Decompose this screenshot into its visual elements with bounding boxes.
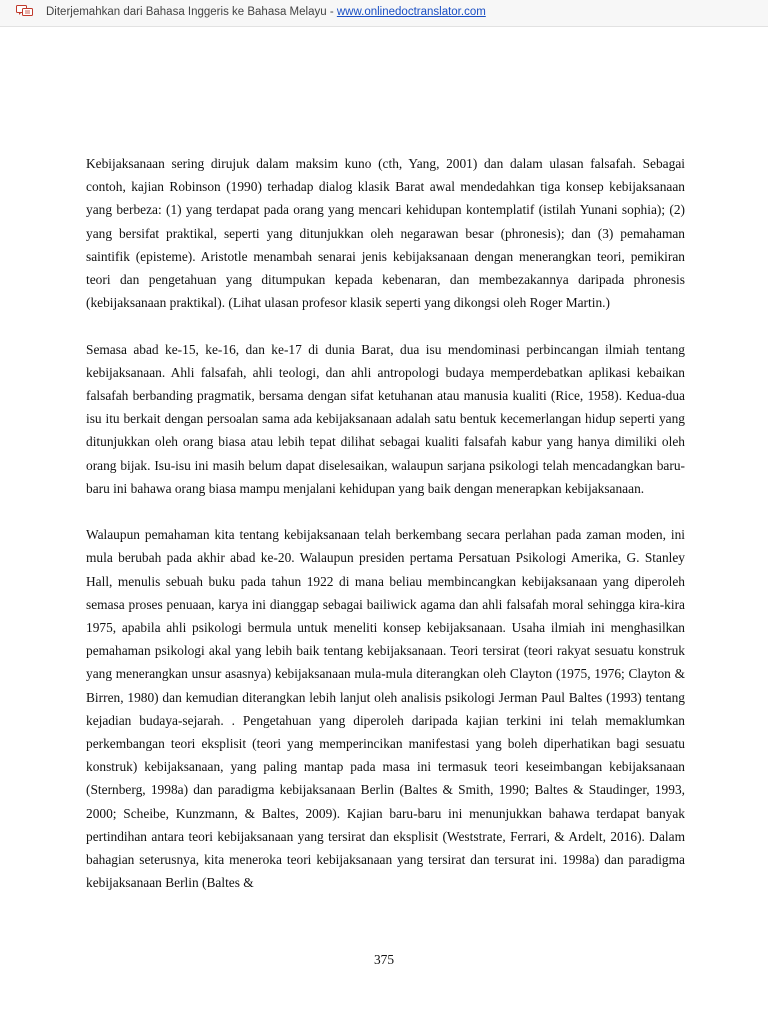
translator-link[interactable]: www.onlinedoctranslator.com xyxy=(336,6,486,18)
body-text xyxy=(86,152,685,918)
translator-chat-icon xyxy=(16,4,34,16)
translation-banner xyxy=(0,0,768,27)
page-number: 375 xyxy=(373,952,395,967)
paragraph-2: Semasa abad ke-15, ke-16, dan ke-17 di dunia Barat, dua isu mendominasi perbincangan ilmiah tentang kebijaksanaan. Ahli falsafah, ahli teologi, dan ahli antropologi budaya memperdebatkan aplikasi kebaikan falsafah berbanding pragmatik, bersama dengan sifat ketuhanan atau manusia kualiti (Rice, 1958). Kedua-dua isu itu berkait dengan persoalan sama ada kebijaksanaan adalah satu bentuk kecemerlangan hidup seperti yang ditunjukkan oleh orang biasa atau lebih tepat dilihat sebagai kualiti falsafah kabur yang hanya dimiliki oleh orang bijak. Isu-isu ini masih belum dapat diselesaikan, walaupun sarjana psikologi telah mencadangkan baru-baru ini bahawa orang biasa mampu menjalani kehidupan yang baik dengan menerapkan kebijaksanaan. xyxy=(86,341,685,496)
paragraph-3: Walaupun pemahaman kita tentang kebijaksanaan telah berkembang secara perlahan pada zaman moden, ini mula berubah pada akhir abad ke-20. Walaupun presiden pertama Persatuan Psikologi Amerika, G. Stanley Hall, menulis sebuah buku pada tahun 1922 di mana beliau membincangkan kebijaksanaan yang diperoleh semasa proses penuaan, karya ini dianggap sebagai bailiwick agama dan ahli falsafah moral sehingga kira-kira 1975, apabila ahli psikologi bermula untuk meneliti konsep kebijaksanaan. Usaha ilmiah ini menghasilkan pemahaman psikologi akal yang lebih baik tentang kebijaksanaan. Teori tersirat (teori rakyat sesuatu konstruk yang menerangkan unsur asasnya) kebijaksanaan mula-mula diterangkan oleh Clayton (1975, 1976; Clayton & Birren, 1980) dan kemudian diterangkan lebih lanjut oleh analisis psikologi Jerman Paul Baltes (1993) tentang kejadian budaya-sejarah. . Pengetahuan yang diperoleh daripada kajian terkini ini telah memaklumkan perkembangan teori eksplisit (teori yang memperincikan manifestasi yang boleh diperhatikan bagi sesuatu konstruk) kebijaksanaan, yang paling mantap pada masa ini termasuk teori keseimbangan kebijaksanaan (Sternberg, 1998a) dan paradigma kebijaksanaan Berlin (Baltes & Smith, 1990; Baltes & Staudinger, 1993, 2000; Scheibe, Kunzmann, & Baltes, 2009). Kajian baru-baru ini menunjukkan bahawa terdapat banyak pertindihan antara teori kebijaksanaan yang tersirat dan eksplisit (Weststrate, Ferrari, & Ardelt, 2016). Dalam bahagian seterusnya, kita meneroka teori kebijaksanaan yang tersirat dan tersurat ini. 1998a) dan paradigma kebijaksanaan Berlin (Baltes & xyxy=(86,527,685,891)
banner-label: Diterjemahkan dari Bahasa Inggeris ke Bahasa Melayu - xyxy=(46,6,337,18)
paragraph-1: Kebijaksanaan sering dirujuk dalam maksim kuno (cth, Yang, 2001) dan dalam ulasan falsafah. Sebagai contoh, kajian Robinson (1990) terhadap dialog klasik Barat awal mendedahkan tiga konsep kebijaksanaan yang berbeza: (1) yang terdapat pada orang yang mencari kehidupan kontemplatif (istilah Yunani sophia); (2) yang bersifat praktikal, seperti yang ditunjukkan oleh negarawan besar (phronesis); dan (3) pemahaman saintifik (episteme). Aristotle menambah senarai jenis kebijaksanaan dengan menerangkan teori, pemikiran teori dan pengetahuan yang ditumpukan kepada kebenaran, dan membezakannya daripada phronesis (kebijaksanaan praktikal). (Lihat ulasan profesor klasik seperti yang dikongsi oleh Roger Martin.) xyxy=(86,156,685,311)
banner-text xyxy=(46,6,486,18)
